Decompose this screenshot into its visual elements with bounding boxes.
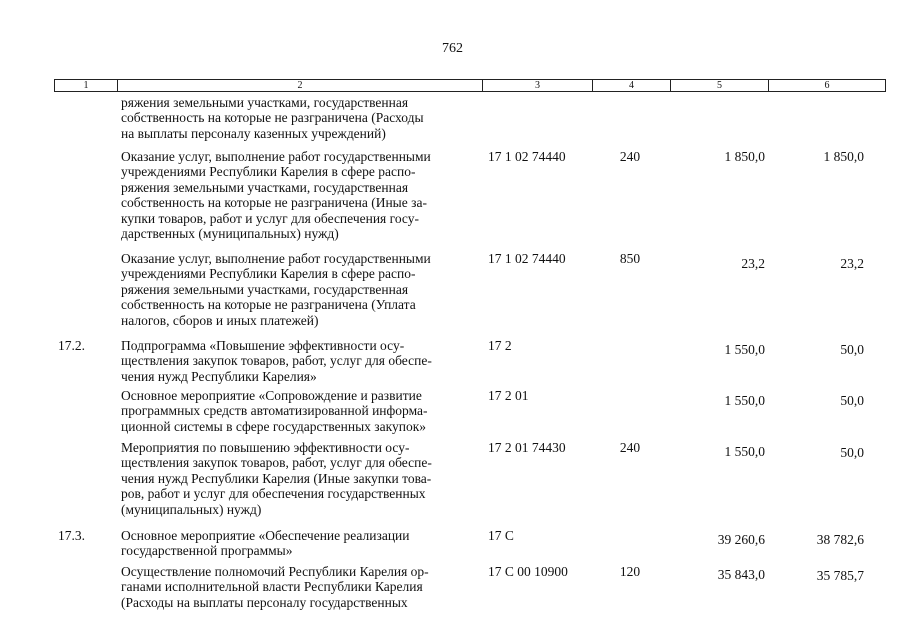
- row-description: [121, 95, 481, 141]
- description-line: программных средств автоматизированной информа-: [121, 403, 428, 419]
- description-line: Осуществление полномочий Республики Карелия ор-: [121, 564, 429, 579]
- row-value-col5: 1 550,0: [724, 393, 765, 408]
- description-line: Подпрограмма «Повышение эффективности осу-: [121, 338, 405, 353]
- row-value-col6: 38 782,6: [816, 532, 864, 547]
- description-line: учреждениями Республики Карелия в сфере распо-: [121, 266, 416, 282]
- description-line: (муниципальных) нужд): [121, 501, 262, 517]
- row-code: 17 1 02 74440: [488, 251, 566, 266]
- row-code: 17 2: [488, 338, 512, 353]
- row-value-col6: 50,0: [840, 393, 864, 408]
- row-value-col5: 39 260,6: [717, 532, 765, 547]
- row-description: [121, 528, 481, 559]
- row-code: 17 2 01 74430: [488, 440, 566, 455]
- description-line: дарственных (муниципальных) нужд): [121, 226, 339, 242]
- row-value-col5: 1 550,0: [724, 444, 765, 459]
- description-line: собственность на которые не разграничена (Расходы: [121, 110, 424, 126]
- row-description: [121, 440, 481, 517]
- row-description: [121, 564, 481, 610]
- description-line: чения нужд Республики Карелия»: [121, 368, 317, 384]
- description-line: ряжения земельными участками, государственная: [121, 281, 409, 297]
- row-code: 17 1 02 74440: [488, 149, 566, 164]
- description-line: Оказание услуг, выполнение работ государственными: [121, 251, 431, 266]
- description-line: ряжения земельными участками, государственная: [121, 95, 409, 110]
- page-number: 762: [442, 41, 463, 56]
- column-header-6: 6: [824, 80, 830, 91]
- description-line: собственность на которые не разграничена (Иные за-: [121, 195, 427, 211]
- row-value-col6: 23,2: [840, 256, 864, 271]
- row-value-col5: 23,2: [741, 256, 765, 271]
- row-value-col6: 1 850,0: [823, 149, 864, 164]
- row-expense-type: 240: [619, 149, 641, 164]
- row-number: 17.2.: [58, 338, 85, 353]
- description-line: ганами исполнительной власти Республики Карелия: [121, 579, 423, 595]
- column-header-5: 5: [671, 80, 769, 91]
- row-code: 17 С: [488, 528, 514, 543]
- row-number: 17.3.: [58, 528, 85, 543]
- description-line: чения нужд Республики Карелия (Иные закупки това-: [121, 470, 432, 486]
- column-header-1: 1: [55, 80, 118, 91]
- row-value-col5: 1 850,0: [724, 149, 765, 164]
- description-line: государственной программы»: [121, 543, 293, 559]
- description-line: Мероприятия по повышению эффективности осу-: [121, 440, 410, 455]
- row-value-col5: 1 550,0: [724, 342, 765, 357]
- row-description: [121, 338, 481, 384]
- column-header-3: 3: [483, 80, 593, 91]
- description-line: на выплаты персоналу казенных учреждений): [121, 125, 386, 141]
- description-line: ционной системы в сфере государственных закупок»: [121, 418, 427, 434]
- row-description: [121, 388, 481, 434]
- description-line: (Расходы на выплаты персоналу государственных: [121, 594, 408, 610]
- description-line: ществления закупок товаров, работ, услуг для обеспе-: [121, 455, 432, 471]
- row-value-col6: 50,0: [840, 445, 864, 460]
- description-line: ряжения земельными участками, государственная: [121, 179, 409, 195]
- description-line: собственность на которые не разграничена (Уплата: [121, 297, 416, 313]
- row-expense-type: 850: [619, 251, 641, 266]
- table-header: [54, 79, 886, 92]
- row-expense-type: 240: [619, 440, 641, 455]
- description-line: учреждениями Республики Карелия в сфере распо-: [121, 164, 416, 180]
- column-header-2: 2: [118, 80, 483, 91]
- row-code: 17 2 01: [488, 388, 529, 403]
- row-value-col6: 50,0: [840, 342, 864, 357]
- description-line: Оказание услуг, выполнение работ государственными: [121, 149, 431, 164]
- description-line: купки товаров, работ и услуг для обеспечения госу-: [121, 210, 419, 226]
- description-line: Основное мероприятие «Обеспечение реализации: [121, 528, 410, 543]
- description-line: налогов, сборов и иных платежей): [121, 312, 319, 328]
- row-description: [121, 149, 481, 241]
- description-line: ров, работ и услуг для обеспечения государственных: [121, 486, 426, 502]
- column-header-4: 4: [593, 80, 671, 91]
- description-line: ществления закупок товаров, работ, услуг для обеспе-: [121, 353, 432, 369]
- row-description: [121, 251, 481, 328]
- description-line: Основное мероприятие «Сопровождение и развитие: [121, 388, 422, 403]
- row-value-col5: 35 843,0: [717, 567, 765, 582]
- row-value-col6: 35 785,7: [816, 568, 864, 583]
- row-code: 17 С 00 10900: [488, 564, 568, 579]
- row-expense-type: 120: [619, 564, 641, 579]
